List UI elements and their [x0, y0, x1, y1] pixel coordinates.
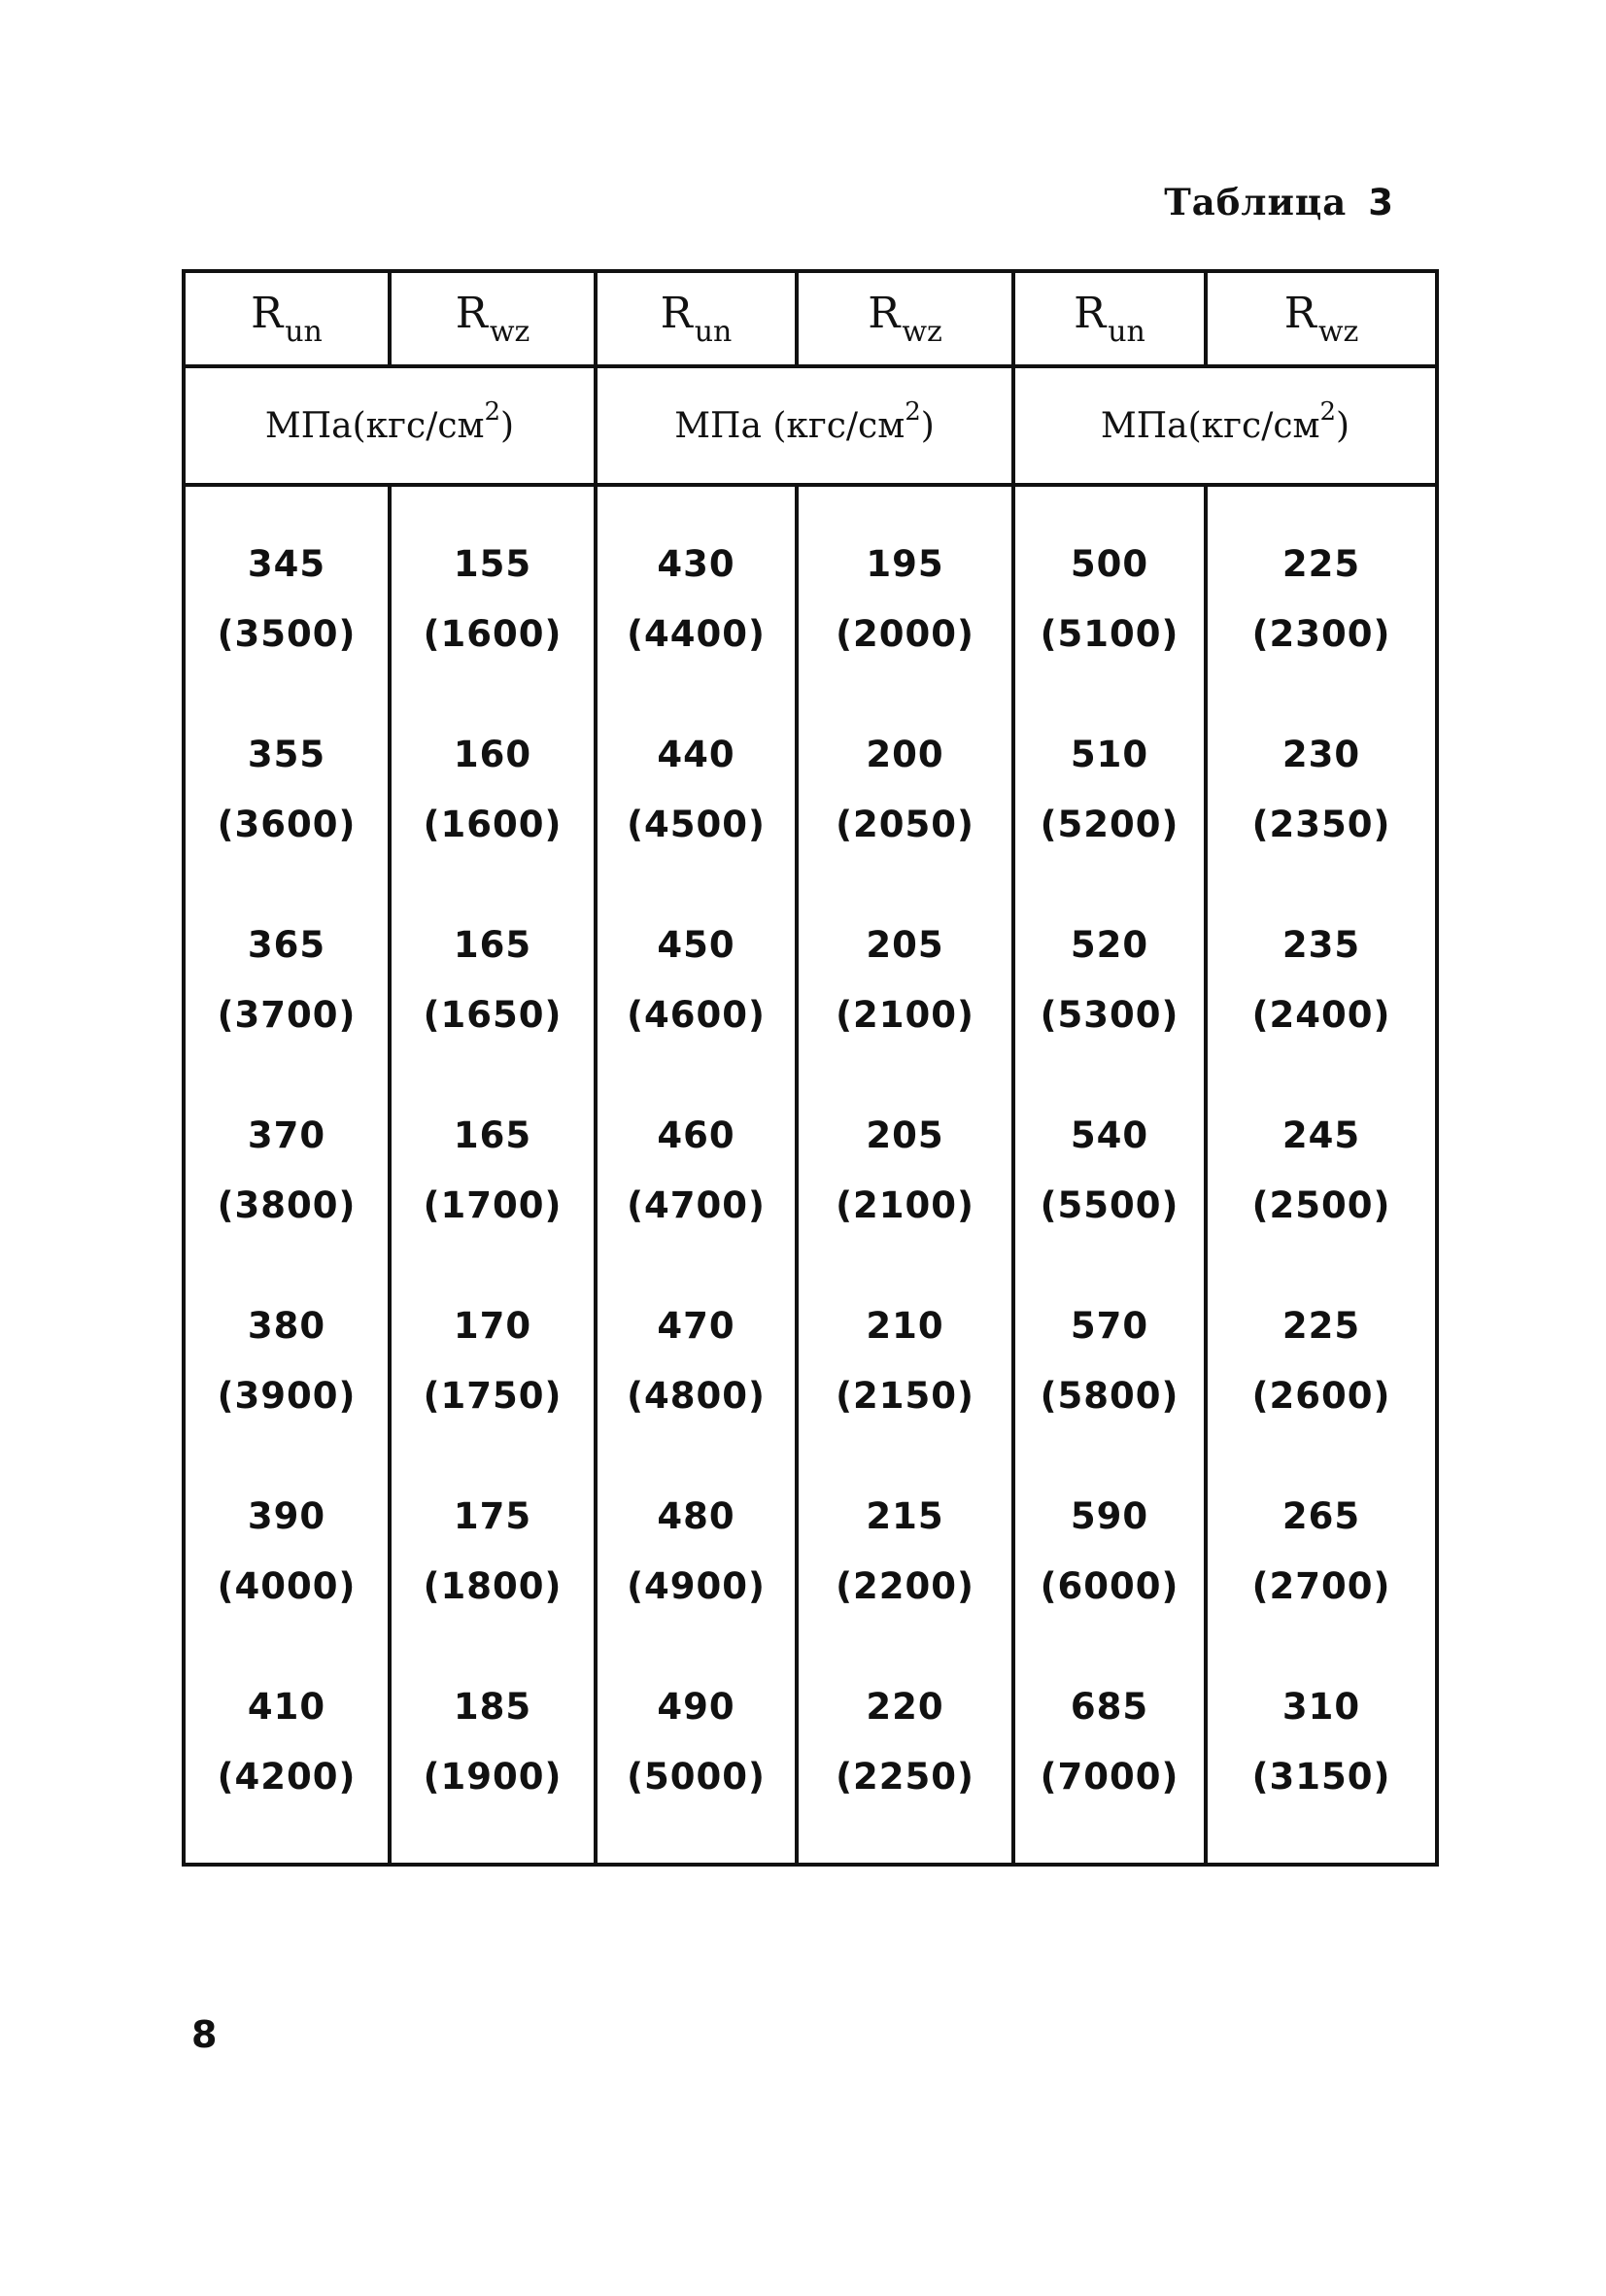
- value-pair: [218, 1672, 357, 1863]
- value-kgf: (3150): [1251, 1756, 1391, 1798]
- value-kgf: (4200): [217, 1756, 357, 1798]
- value-mpa: 345: [247, 543, 326, 585]
- value-kgf: (3500): [217, 613, 357, 655]
- value-mpa: 245: [1281, 1114, 1361, 1156]
- value-pair: [424, 1482, 563, 1672]
- value-mpa: 175: [453, 1495, 532, 1537]
- value-pair: [218, 1291, 357, 1482]
- value-kgf: (5000): [627, 1756, 766, 1798]
- value-kgf: (5100): [1040, 613, 1179, 655]
- value-kgf: (1750): [423, 1375, 563, 1417]
- value-kgf: (4000): [217, 1565, 357, 1607]
- value-mpa: 185: [453, 1686, 532, 1728]
- value-pair: [1041, 1101, 1179, 1291]
- value-kgf: (5200): [1040, 804, 1179, 845]
- value-kgf: (7000): [1040, 1756, 1179, 1798]
- value-pair: [1041, 530, 1179, 720]
- value-kgf: (2600): [1251, 1375, 1391, 1417]
- value-mpa: 230: [1281, 734, 1361, 775]
- value-pair: [1252, 530, 1391, 720]
- value-pair: [424, 1291, 563, 1482]
- value-pair: [424, 720, 563, 910]
- value-mpa: 365: [247, 924, 326, 966]
- symbol-header-cell: $R_{wz}$: [390, 271, 596, 366]
- value-pair: [836, 1672, 974, 1863]
- value-mpa: 205: [866, 1114, 944, 1156]
- value-pair: [836, 530, 974, 720]
- value-pair: [1041, 910, 1179, 1101]
- value-pair: [627, 1672, 766, 1863]
- value-pair: [836, 720, 974, 910]
- symbol-header-cell: $R_{un}$: [1013, 271, 1206, 366]
- value-kgf: (1600): [423, 613, 563, 655]
- value-mpa: 380: [247, 1305, 326, 1347]
- value-pair: [836, 1291, 974, 1482]
- value-kgf: (1800): [423, 1565, 563, 1607]
- value-kgf: (2000): [836, 613, 974, 655]
- unit-header-cell: $МПа(кгс/см^2)$: [184, 366, 596, 485]
- value-pair: [218, 910, 357, 1101]
- table-caption-number: 3: [1368, 182, 1394, 223]
- value-mpa: 225: [1281, 1305, 1361, 1347]
- value-kgf: (4700): [627, 1184, 766, 1226]
- value-pair: [1252, 910, 1391, 1101]
- value-pair: [1252, 1101, 1391, 1291]
- value-mpa: 155: [453, 543, 532, 585]
- value-kgf: (2700): [1251, 1565, 1391, 1607]
- value-kgf: (2250): [836, 1756, 974, 1798]
- value-pair: [627, 1291, 766, 1482]
- value-mpa: 685: [1070, 1686, 1149, 1728]
- symbol-header-cell: $R_{wz}$: [1206, 271, 1437, 366]
- value-mpa: 165: [453, 924, 532, 966]
- value-mpa: 220: [866, 1686, 944, 1728]
- value-kgf: (2150): [836, 1375, 974, 1417]
- value-kgf: (3600): [217, 804, 357, 845]
- value-pair: [1252, 1482, 1391, 1672]
- value-pair: [627, 1482, 766, 1672]
- value-mpa: 450: [657, 924, 735, 966]
- value-pair: [218, 720, 357, 910]
- symbol-header-cell: $R_{un}$: [596, 271, 797, 366]
- value-pair: [424, 1672, 563, 1863]
- value-mpa: 500: [1070, 543, 1149, 585]
- value-kgf: (1650): [423, 994, 563, 1036]
- value-pair: [1252, 720, 1391, 910]
- unit-header-cell: $МПа(кгс/см^2)$: [1013, 366, 1437, 485]
- value-mpa: 200: [866, 734, 944, 775]
- value-pair: [1041, 1672, 1179, 1863]
- value-kgf: (4500): [627, 804, 766, 845]
- data-column: [1206, 485, 1437, 1865]
- symbol-header-cell: $R_{un}$: [184, 271, 390, 366]
- value-mpa: 520: [1070, 924, 1149, 966]
- value-kgf: (4400): [627, 613, 766, 655]
- value-mpa: 210: [866, 1305, 944, 1347]
- value-mpa: 205: [866, 924, 944, 966]
- value-kgf: (3900): [217, 1375, 357, 1417]
- value-kgf: (5300): [1040, 994, 1179, 1036]
- value-pair: [218, 530, 357, 720]
- value-mpa: 440: [657, 734, 735, 775]
- value-pair: [836, 1101, 974, 1291]
- value-pair: [218, 1101, 357, 1291]
- table-caption-label: Таблица: [1164, 181, 1348, 223]
- value-mpa: 460: [657, 1114, 735, 1156]
- value-kgf: (3800): [217, 1184, 357, 1226]
- value-kgf: (1600): [423, 804, 563, 845]
- value-pair: [627, 1101, 766, 1291]
- value-pair: [627, 910, 766, 1101]
- data-column: [1013, 485, 1206, 1865]
- value-mpa: 540: [1070, 1114, 1149, 1156]
- value-mpa: 310: [1281, 1686, 1361, 1728]
- value-kgf: (4800): [627, 1375, 766, 1417]
- value-mpa: 470: [657, 1305, 735, 1347]
- value-mpa: 390: [247, 1495, 326, 1537]
- page-number: 8: [191, 2013, 218, 2056]
- table-caption: [1164, 181, 1394, 223]
- unit-header-row: [184, 366, 1437, 485]
- value-kgf: (3700): [217, 994, 357, 1036]
- value-mpa: 235: [1281, 924, 1361, 966]
- value-kgf: (2100): [836, 1184, 974, 1226]
- value-mpa: 410: [247, 1686, 326, 1728]
- value-kgf: (1700): [423, 1184, 563, 1226]
- value-pair: [1252, 1291, 1391, 1482]
- value-pair: [424, 530, 563, 720]
- value-pair: [1041, 1482, 1179, 1672]
- value-pair: [1252, 1672, 1391, 1863]
- value-pair: [424, 910, 563, 1101]
- value-pair: [836, 910, 974, 1101]
- value-mpa: 370: [247, 1114, 326, 1156]
- value-kgf: (2350): [1251, 804, 1391, 845]
- data-column: [797, 485, 1013, 1865]
- value-pair: [424, 1101, 563, 1291]
- value-mpa: 430: [657, 543, 735, 585]
- value-pair: [627, 720, 766, 910]
- value-mpa: 170: [453, 1305, 532, 1347]
- data-column: [390, 485, 596, 1865]
- value-kgf: (5800): [1040, 1375, 1179, 1417]
- value-mpa: 570: [1070, 1305, 1149, 1347]
- value-kgf: (2500): [1251, 1184, 1391, 1226]
- value-mpa: 225: [1281, 543, 1361, 585]
- value-mpa: 265: [1281, 1495, 1361, 1537]
- data-column: [596, 485, 797, 1865]
- value-kgf: (2300): [1251, 613, 1391, 655]
- value-mpa: 195: [866, 543, 944, 585]
- value-pair: [627, 530, 766, 720]
- value-kgf: (4900): [627, 1565, 766, 1607]
- value-kgf: (1900): [423, 1756, 563, 1798]
- unit-header-cell: МПа $(кгс/см^2)$: [596, 366, 1013, 485]
- value-kgf: (2400): [1251, 994, 1391, 1036]
- data-row: [184, 485, 1437, 1865]
- value-kgf: (2200): [836, 1565, 974, 1607]
- symbol-header-row: [184, 271, 1437, 366]
- value-kgf: (2050): [836, 804, 974, 845]
- value-pair: [836, 1482, 974, 1672]
- value-pair: [1041, 1291, 1179, 1482]
- value-kgf: (5500): [1040, 1184, 1179, 1226]
- value-mpa: 215: [866, 1495, 944, 1537]
- value-pair: [218, 1482, 357, 1672]
- value-mpa: 160: [453, 734, 532, 775]
- data-column: [184, 485, 390, 1865]
- strength-table: [182, 269, 1439, 1867]
- value-kgf: (2100): [836, 994, 974, 1036]
- value-mpa: 590: [1070, 1495, 1149, 1537]
- value-mpa: 510: [1070, 734, 1149, 775]
- value-mpa: 480: [657, 1495, 735, 1537]
- value-mpa: 165: [453, 1114, 532, 1156]
- value-mpa: 355: [247, 734, 326, 775]
- value-pair: [1041, 720, 1179, 910]
- value-mpa: 490: [657, 1686, 735, 1728]
- symbol-header-cell: $R_{wz}$: [797, 271, 1013, 366]
- value-kgf: (6000): [1040, 1565, 1179, 1607]
- value-kgf: (4600): [627, 994, 766, 1036]
